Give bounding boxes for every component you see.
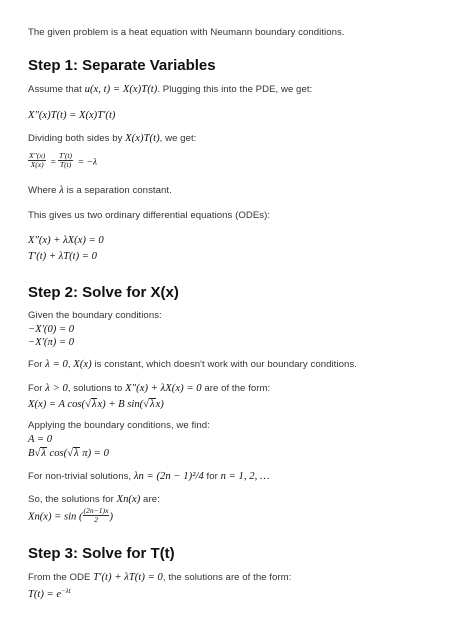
t-solution	[28, 585, 71, 601]
l0-prefix: For	[28, 359, 46, 370]
bc-2	[28, 334, 74, 349]
from-ode-line	[28, 572, 291, 584]
xn-numerator: (2n−1)x	[83, 506, 109, 515]
lambda-zero-line	[28, 359, 357, 371]
assume-prefix: Assume that	[28, 84, 85, 95]
xn-fraction	[83, 507, 110, 524]
lpos-prefix: For	[28, 383, 46, 394]
where-line	[28, 185, 172, 197]
where-math: λ	[59, 185, 64, 196]
sol-end: x)	[155, 399, 164, 410]
bc2-math: −X′(π) = 0	[28, 337, 75, 348]
so-prefix: So, the solutions for	[28, 494, 117, 505]
divide-prefix: Dividing both sides by	[28, 133, 126, 144]
from-math: T′(t) + λT(t) = 0	[93, 572, 163, 583]
lpos-math2: X″(x) + λX(x) = 0	[125, 383, 202, 394]
ode1-math: X″(x) + λX(x) = 0	[28, 235, 104, 246]
divide-math: X(x)T(t)	[125, 133, 160, 144]
assume-math: u(x, t) = X(x)T(t)	[84, 84, 158, 95]
divide-suffix: , we get:	[159, 133, 197, 144]
b-end: π) = 0	[79, 448, 109, 459]
where-prefix: Where	[28, 185, 60, 196]
t-exponent: −λt	[61, 587, 71, 595]
nontriv-math: λn = (2n − 1)²/4	[133, 471, 204, 482]
step1-heading: Step 1: Separate Variables	[28, 57, 216, 74]
nontrivial-line	[28, 471, 270, 483]
frac1-denominator: X(x)	[30, 160, 44, 169]
from-prefix: From the ODE	[28, 572, 94, 583]
lpos-math1: λ > 0	[45, 383, 68, 394]
sol-sqrt: λ	[91, 399, 97, 410]
sol-mid: x) + B sin(	[97, 399, 144, 410]
a-equals-zero	[28, 431, 52, 446]
ode2-math: T′(t) + λT(t) = 0	[28, 251, 97, 262]
general-solution: X(x) = A cos(√λx) + B sin(√λx)	[28, 399, 164, 410]
l0-mid: ,	[67, 359, 74, 370]
eq1-math: X″(x)T(t) = X(x)T′(t)	[28, 110, 116, 121]
lpos-mid: , solutions to	[67, 383, 126, 394]
xn-end: )	[109, 511, 113, 523]
bc-intro: Given the boundary conditions:	[28, 310, 162, 321]
lambda-positive-line	[28, 383, 270, 395]
equation-1	[28, 107, 115, 122]
l0-suffix: is constant, which doesn't work with our boundary conditions.	[91, 359, 357, 370]
b-sqrt2: λ	[74, 448, 79, 459]
from-suffix: , the solutions are of the form:	[162, 572, 292, 583]
a0-math: A = 0	[28, 434, 53, 445]
b-mid: cos(	[46, 448, 68, 459]
so-suffix: are:	[140, 494, 160, 505]
ode-1	[28, 232, 104, 247]
b-pre: B	[28, 448, 35, 459]
b-condition: B√λ cos(√λ π) = 0	[28, 448, 109, 459]
fraction-equation: $\frac{X''(x)}{X(x)}$ = $\frac{T'(t)}{T(t)}$ = −λ	[29, 151, 98, 169]
frac2-numerator: T′(t)	[59, 151, 73, 160]
nontriv-mid: for	[203, 471, 221, 482]
sol-lhs: X(x) = A cos(	[28, 399, 86, 410]
l0-math1: λ = 0	[45, 359, 68, 370]
bc1-math: −X′(0) = 0	[28, 324, 75, 335]
xn-denominator: 2	[94, 515, 98, 524]
frac-rhs: = −λ	[77, 156, 98, 168]
nontriv-math2: n = 1, 2, …	[220, 471, 270, 482]
l0-math2: X(x)	[73, 359, 92, 370]
where-suffix: is a separation constant.	[63, 185, 172, 196]
frac2-denominator: T(t)	[59, 160, 72, 169]
ode-2	[28, 248, 97, 263]
assume-suffix: . Plugging this into the PDE, we get:	[157, 84, 313, 95]
nontriv-prefix: For non-trivial solutions,	[28, 471, 134, 482]
intro-text: The given problem is a heat equation with Neumann boundary conditions.	[28, 27, 345, 38]
step1-assume-line	[28, 84, 312, 96]
frac1-numerator: X″(x)	[29, 151, 46, 160]
b-sqrt: λ	[41, 448, 46, 459]
apply-bc-text: Applying the boundary conditions, we find:	[28, 420, 210, 431]
step2-heading: Step 2: Solve for X(x)	[28, 284, 179, 301]
step1-divide-line	[28, 133, 196, 145]
odes-intro: This gives us two ordinary differential equations (ODEs):	[28, 210, 271, 221]
xn-lhs: Xn(x) = sin (	[28, 511, 83, 523]
so-solutions-line	[28, 494, 160, 506]
fraction-left	[28, 152, 46, 169]
lpos-suffix: are of the form:	[201, 383, 271, 394]
step3-heading: Step 3: Solve for T(t)	[28, 545, 175, 562]
xn-solution	[28, 507, 113, 524]
fraction-right	[58, 152, 73, 169]
so-math: Xn(x)	[116, 494, 141, 505]
t-lhs: T(t) = e	[28, 589, 62, 600]
sol-sqrt2: λ	[150, 399, 155, 410]
